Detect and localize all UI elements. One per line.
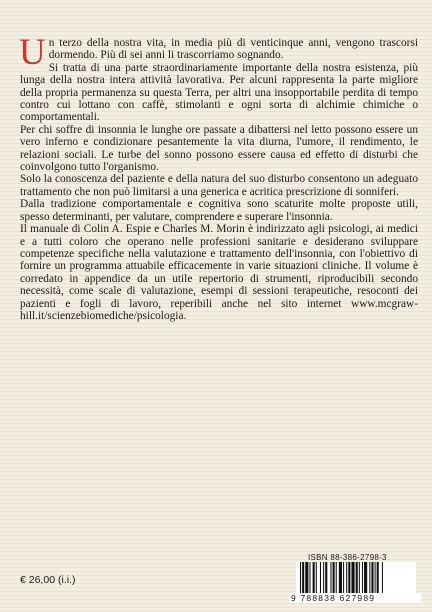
isbn-label: ISBN 88-386-2798-3 [308, 553, 387, 562]
price-label: € 26,00 (i.i.) [20, 574, 76, 586]
paragraph-insomnia: Per chi soffre di insonnia le lunghe ore passate a dibattersi nel letto possono essere un vero inferno e condizionare pesantemente la vita diurna, l'umore, il rendimento, le relazioni sociali. Le turbe del sonno possono essere causa ed effetto di disturbi che coinvolgono tutto l'organismo. [20, 123, 418, 174]
back-cover-text [19, 32, 418, 322]
paragraph-intro-text: n terzo della nostra vita, in media più di venticinque anni, vengono trascorsi dormendo. Più di sei anni li trascorriamo sognando. [48, 37, 418, 62]
barcode-digits: 9 788838 627989 [289, 593, 421, 603]
paragraph-tradition: Dalla tradizione comportamentale e cognitiva sono scaturite molte proposte utili, spesso determinanti, per valutare, comprendere e superare l'insonnia. [20, 198, 418, 223]
drop-cap: U [19, 32, 46, 73]
paragraph-intro [19, 32, 418, 73]
paragraph-treatment: Solo la conoscenza del paziente e della natura del suo disturbo consentono un adeguato trattamento che non può limitarsi a una generica e acritica prescrizione di sonniferi. [20, 173, 418, 198]
paragraph-existence: Si tratta di una parte straordinariamente importante della nostra esistenza, più lunga della nostra intera attività lavorativa. Per alcuni rappresenta la parte migliore della propria permanenza su questa Terra, per altri una insopportabile perdita di tempo contro cui lottano con caffè, stimolanti e ogni sorta di alchimie chimiche o comportamentali. [20, 61, 418, 124]
paragraph-manual: Il manuale di Colin A. Espie e Charles M. Morin è indirizzato agli psicologi, ai medici e a tutti coloro che operano nelle professioni sanitarie e desiderano sviluppare competenze specifiche nella valutazione e trattamento dell'insonnia, con l'obiettivo di fornire un programma attuabile efficacemente in varie situazioni cliniche. Il volume è corredato in appendice da un utile repertorio di strumenti, riproducibili secondo necessità, come scale di valutazione, esempi di sessioni terapeutiche, resoconti dei pazienti e fogli di lavoro, reperibili anche nel sito internet www.mcgraw-hill.it/scienzebiomediche/psicologia. [20, 223, 418, 322]
